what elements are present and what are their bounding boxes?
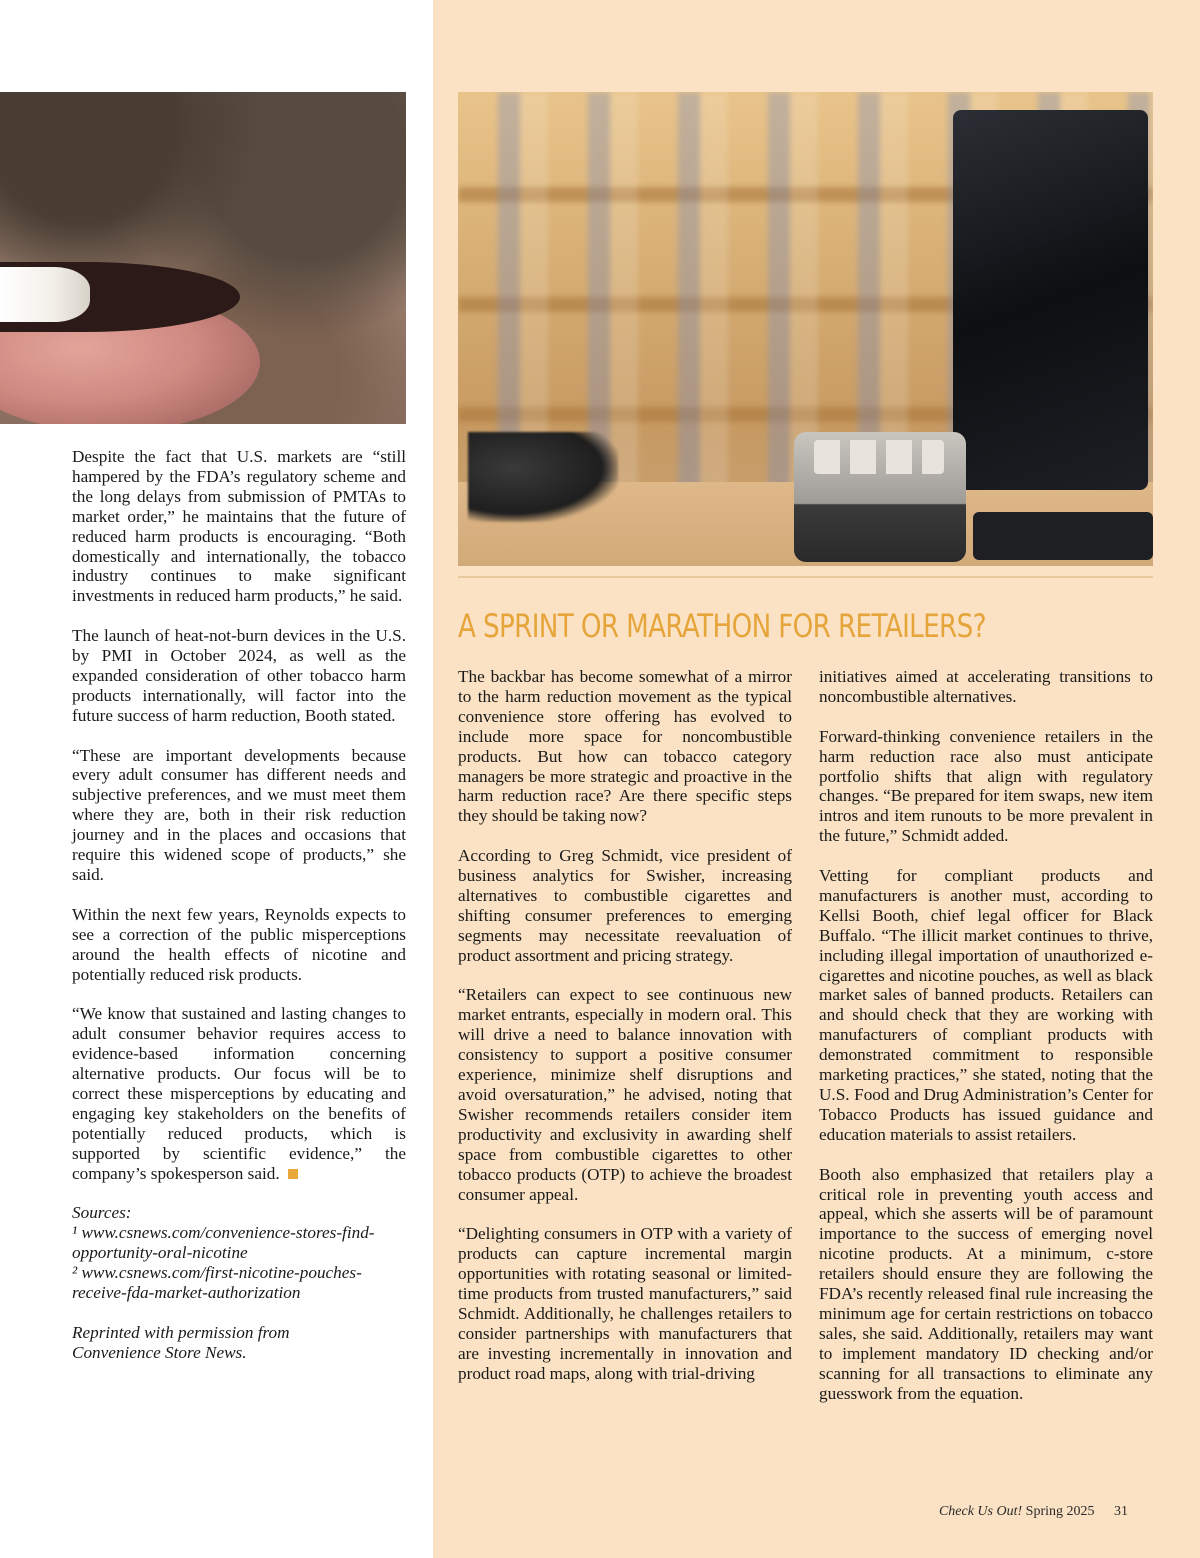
photo-pos-monitor: [953, 110, 1148, 490]
reprint-line-2: Convenience Store News.: [72, 1342, 247, 1362]
left-article-column: [72, 447, 406, 1382]
source-link-1[interactable]: ¹ www.csnews.com/convenience-stores-find-opportunity-oral-nicotine: [72, 1223, 375, 1263]
right-paragraph-2: Forward-thinking convenience retailers in the harm reduction race also must anticipate portfolio shifts that align with regulatory changes. “Be prepared for item swaps, new item intros and item runouts to be more prevalent in the future,” Schmidt added.: [819, 726, 1153, 846]
right-paragraph-4: Booth also emphasized that retailers play a critical role in preventing youth access and appeal, which she asserts will be of paramount importance to the success of emerging novel nicotine products. At a minimum, c-store retailers should ensure they are following the FDA’s recently released final rule increasing the minimum age for certain restrictions on tobacco sales, she said. Additionally, retailers may want to implement mandatory ID checking and/or scanning for all transactions to eliminate any guesswork from the equation.: [819, 1164, 1153, 1403]
middle-article-column: [458, 667, 792, 1403]
photo-keypad-keys: [814, 440, 944, 474]
reprint-line-1: Reprinted with permission from: [72, 1322, 290, 1342]
photo-monitor-base: [973, 512, 1153, 560]
left-paragraph-2: The launch of heat-not-burn devices in the U.S. by PMI in October 2024, as well as the expanded consideration of other tobacco harm products internationally, will factor into the future success of harm reduction, Booth stated.: [72, 626, 406, 725]
left-paragraph-5: “We know that sustained and lasting changes to adult consumer behavior requires access to evidence-based information concerning alternative products. Our focus will be to correct these misperceptions by educating and engaging key stakeholders on the benefits of potentially reduced products, which is supported by scientific evidence,” the company’s spokesperson said.: [72, 1004, 406, 1183]
middle-paragraph-2: According to Greg Schmidt, vice president of business analytics for Swisher, increasing alternatives to combustible cigarettes and shifting consumer preferences to emerging segments may necessitate reevaluation of product assortment and pricing strategy.: [458, 846, 792, 965]
photo-card-keypad: [794, 432, 966, 562]
photo-divider: [458, 576, 1153, 578]
left-paragraph-5-wrap: [72, 1004, 406, 1183]
right-paragraph-1: initiatives aimed at accelerating transitions to noncombustible alternatives.: [819, 667, 1153, 706]
middle-paragraph-4: “Delighting consumers in OTP with a variety of products can capture incremental margin opportunities with rotating seasonal or limited-time products from trusted manufacturers,” said Schmidt. Additionally, he challenges retailers to consider partnerships with manufacturers that are investing incrementally in innovation and product road maps, along with trial-driving: [458, 1224, 792, 1383]
sources-label: Sources:: [72, 1203, 132, 1223]
end-of-article-mark: [288, 1169, 298, 1179]
page-footer: [939, 1504, 1128, 1520]
left-paragraph-3: “These are important developments because every adult consumer has different needs and subjective preferences, and we must meet them where they are, both in their risk reduction journey and in the places and occasions that require this widened scope of products,” she said.: [72, 745, 406, 884]
photo-mouth-closeup: [0, 92, 406, 424]
middle-paragraph-1: The backbar has become somewhat of a mirror to the harm reduction movement as the typical convenience store offering has evolved to include more space for noncombustible products. But how can tobacco category managers be more strategic and proactive in the harm reduction race? Are there specific steps they should be taking now?: [458, 667, 792, 826]
page-number: 31: [1114, 1504, 1128, 1519]
right-paragraph-3: Vetting for compliant products and manufacturers is another must, according to Kellsi Booth, chief legal officer for Black Buffalo. “The illicit market continues to thrive, including illegal importation of unauthorized e-cigarettes and nicotine pouches, as well as black market sales of banned products. Retailers can and should check that they are working with manufacturers of compliant products with demonstrated commitment to responsible marketing practices,” she stated, noting that the U.S. Food and Drug Administration’s Center for Tobacco Products has issued guidance and education materials to assist retailers.: [819, 866, 1153, 1144]
photo-store-counter: [458, 92, 1153, 566]
section-heading: A SPRINT OR MARATHON FOR RETAILERS?: [458, 607, 986, 645]
footer-publication: Check Us Out!: [938, 1504, 1023, 1519]
reprint-credit: [72, 1323, 406, 1363]
left-paragraph-4: Within the next few years, Reynolds expects to see a correction of the public misperceptions around the health effects of nicotine and potentially reduced risk products.: [72, 904, 406, 984]
left-paragraph-1: Despite the fact that U.S. markets are “still hampered by the FDA’s regulatory scheme and the long delays from submission of PMTAs to market order,” he maintains that the future of reduced harm products is encouraging. “Both domestically and internationally, the tobacco industry continues to make significant investments in reduced harm products,” he said.: [72, 447, 406, 606]
sources-block: [72, 1203, 406, 1303]
right-article-column: [819, 667, 1153, 1423]
photo-teeth: [0, 267, 90, 322]
photo-barcode-scanner: [468, 432, 618, 522]
source-link-2[interactable]: ² www.csnews.com/first-nicotine-pouches-receive-fda-market-authorization: [72, 1263, 362, 1302]
middle-paragraph-3: “Retailers can expect to see continuous new market entrants, especially in modern oral. This will drive a need to balance innovation with consistency to support a positive consumer experience, minimize shelf disruptions and avoid oversaturation,” he advised, noting that Swisher recommends retailers consider item productivity and exclusivity in awarding shelf space from combustible cigarettes to other tobacco products (OTP) to achieve the broadest consumer appeal.: [458, 985, 792, 1204]
footer-issue: Spring 2025: [1025, 1504, 1095, 1519]
